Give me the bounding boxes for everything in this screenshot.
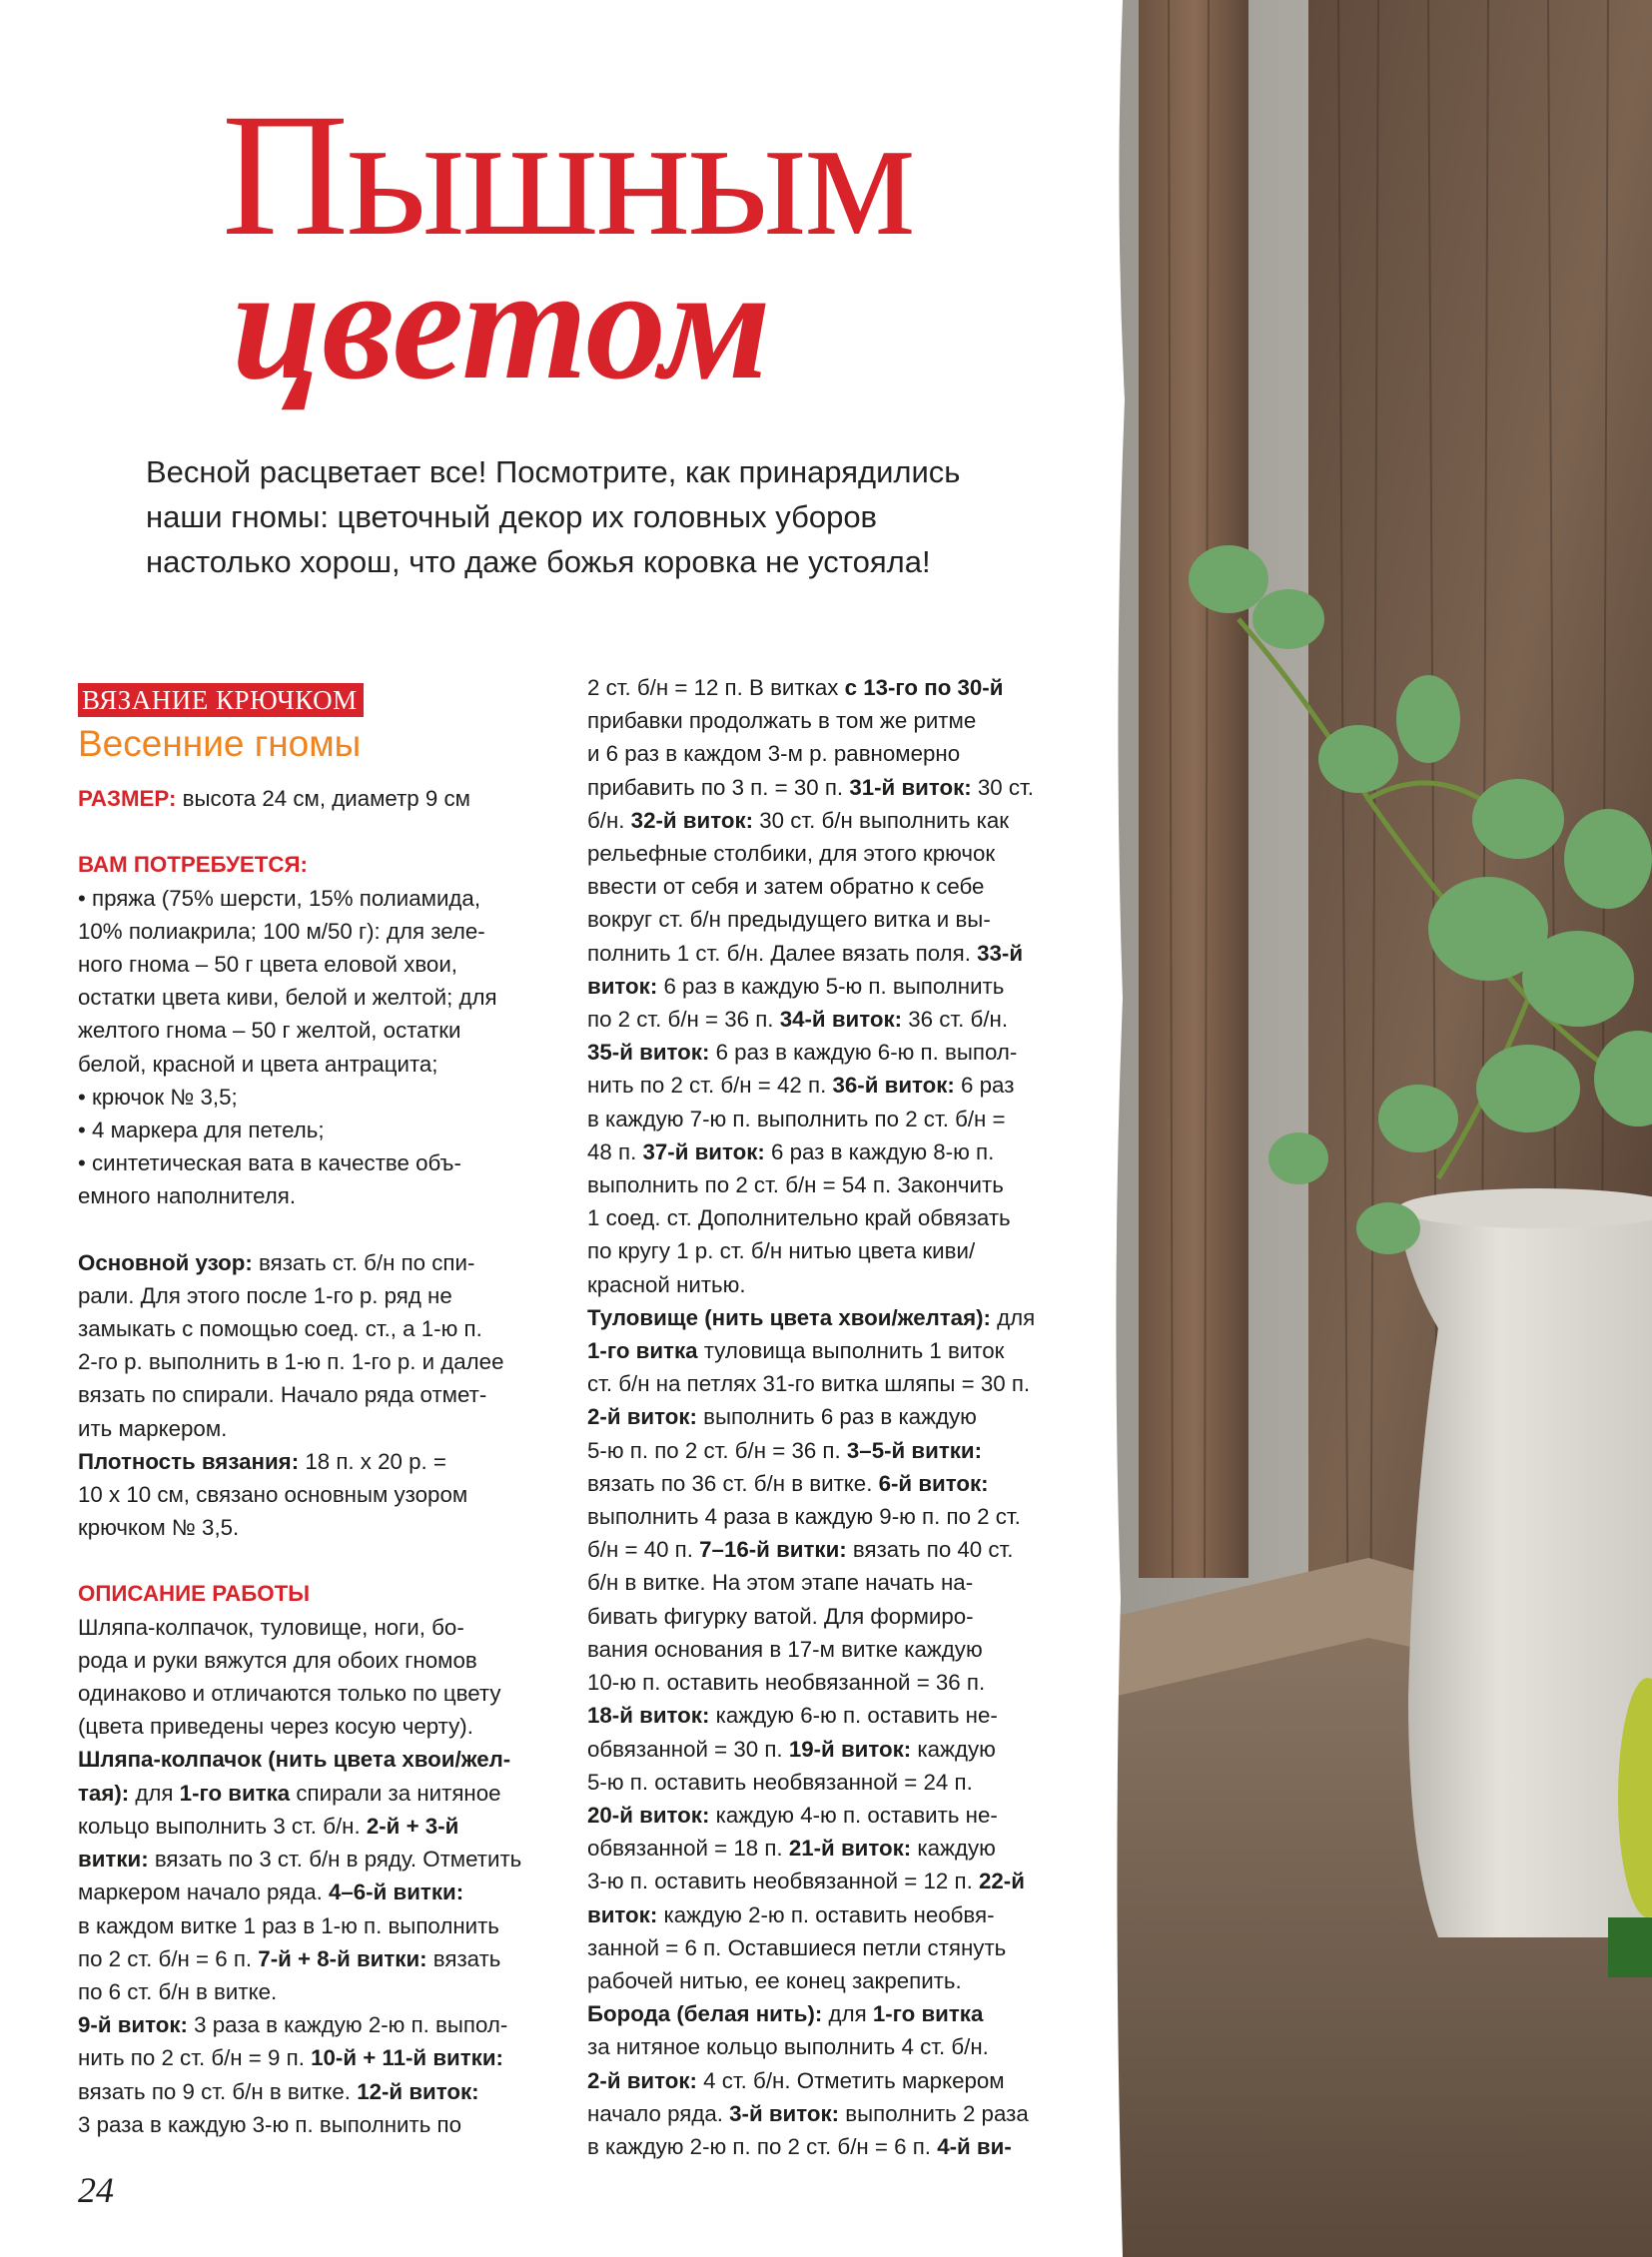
- materials-line: • синтетическая вата в качестве объ-: [78, 1150, 461, 1176]
- text-line: ст. б/н на петлях 31-го витка шляпы = 30 п.: [587, 1371, 1031, 1397]
- materials-line: • пряжа (75% шерсти, 15% полиамида,: [78, 885, 481, 911]
- gauge-line: Плотность вязания: 18 п. х 20 р. =: [78, 1448, 446, 1474]
- pattern-line: ить маркером.: [78, 1415, 228, 1441]
- photo-eucalyptus-pitcher: [1109, 0, 1652, 2257]
- text-line: занной = 6 п. Оставшиеся петли стянуть: [587, 1934, 1007, 1960]
- text-line: 2-й виток: 4 ст. б/н. Отметить маркером: [587, 2067, 1005, 2093]
- text-line: ввести от себя и затем обратно к себе: [587, 874, 985, 900]
- headline-line-1: Пышным: [222, 78, 914, 273]
- text-line: 2 ст. б/н = 12 п. В витках с 13-го по 30-й: [587, 675, 1004, 700]
- materials-line: емного наполнителя.: [78, 1183, 297, 1209]
- text-line: 48 п. 37-й виток: 6 раз в каждую 8-ю п.: [587, 1138, 995, 1164]
- text-line: и 6 раз в каждом 3-м р. равномерно: [587, 741, 961, 767]
- lead-paragraph: [146, 449, 1085, 584]
- text-line: по 2 ст. б/н = 36 п. 34-й виток: 36 ст. б/н.: [587, 1007, 1009, 1033]
- article-column-right: [587, 671, 1067, 2163]
- work-line: в каждом витке 1 раз в 1-ю п. выполнить: [78, 1912, 499, 1938]
- section-tag: ВЯЗАНИЕ КРЮЧКОМ: [78, 683, 364, 717]
- work-line: тая): для 1-го витка спирали за нитяное: [78, 1780, 501, 1806]
- text-line: по кругу 1 р. ст. б/н нитью цвета киви/: [587, 1238, 976, 1264]
- text-line: 1 соед. ст. Дополнительно край обвязать: [587, 1205, 1011, 1231]
- text-line: выполнить по 2 ст. б/н = 54 п. Закончить: [587, 1172, 1004, 1198]
- materials-line: остатки цвета киви, белой и желтой; для: [78, 985, 497, 1011]
- work-line: рода и руки вяжутся для обоих гномов: [78, 1647, 477, 1673]
- materials-label: ВАМ ПОТРЕБУЕТСЯ:: [78, 852, 308, 878]
- text-line: обвязанной = 30 п. 19-й виток: каждую: [587, 1736, 996, 1762]
- text-line: 2-й виток: выполнить 6 раз в каждую: [587, 1404, 977, 1430]
- text-line: бивать фигурку ватой. Для формиро-: [587, 1603, 974, 1629]
- text-line: рельефные столбики, для этого крючок: [587, 841, 996, 867]
- text-line: 3-ю п. оставить необвязанной = 12 п. 22-й: [587, 1869, 1025, 1894]
- text-line: в каждую 2-ю п. по 2 ст. б/н = 6 п. 4-й ви-: [587, 2133, 1012, 2159]
- materials-line: • 4 маркера для петель;: [78, 1118, 325, 1143]
- materials-line: • крючок № 3,5;: [78, 1084, 238, 1110]
- pattern-line: замыкать с помощью соед. ст., а 1-ю п.: [78, 1316, 482, 1342]
- work-line: (цвета приведены через косую черту).: [78, 1714, 473, 1740]
- gauge-label: Плотность вязания:: [78, 1448, 300, 1474]
- text-line: рабочей нитью, ее конец закрепить.: [587, 1967, 962, 1993]
- text-line: 10-ю п. оставить необвязанной = 36 п.: [587, 1670, 986, 1696]
- text-line: за нитяное кольцо выполнить 4 ст. б/н.: [587, 2034, 989, 2060]
- work-line: одинаково и отличаются только по цвету: [78, 1681, 501, 1707]
- pattern-line: рали. Для этого после 1-го р. ряд не: [78, 1282, 452, 1308]
- gauge-line: крючком № 3,5.: [78, 1515, 240, 1541]
- text-line: Туловище (нить цвета хвои/желтая): для: [587, 1304, 1036, 1330]
- work-line: Шляпа-колпачок, туловище, ноги, бо-: [78, 1614, 464, 1640]
- section-title: Весенние гномы: [78, 723, 362, 765]
- materials-line: 10% полиакрила; 100 м/50 г): для зеле-: [78, 918, 485, 944]
- work-line: Шляпа-колпачок (нить цвета хвои/жел-: [78, 1747, 511, 1773]
- text-line: б/н в витке. На этом этапе начать на-: [587, 1570, 974, 1596]
- text-line: вязать по 36 ст. б/н в витке. 6-й виток:: [587, 1470, 989, 1496]
- text-line: красной нитью.: [587, 1271, 746, 1297]
- materials-line: ного гнома – 50 г цвета еловой хвои,: [78, 952, 457, 978]
- page-number: 24: [78, 2170, 114, 2210]
- lead-line: настолько хорош, что даже божья коровка не устояла!: [146, 544, 931, 579]
- text-line: 18-й виток: каждую 6-ю п. оставить не-: [587, 1703, 998, 1729]
- text-line: 1-го витка туловища выполнить 1 виток: [587, 1338, 1005, 1364]
- size-label: РАЗМЕР:: [78, 786, 177, 812]
- text-line: 20-й виток: каждую 4-ю п. оставить не-: [587, 1802, 998, 1828]
- work-line: по 2 ст. б/н = 6 п. 7-й + 8-й витки: вязать: [78, 1945, 501, 1971]
- pattern-line: 2-го р. выполнить в 1-ю п. 1-го р. и далее: [78, 1349, 504, 1375]
- work-label: ОПИСАНИЕ РАБОТЫ: [78, 1581, 311, 1607]
- text-line: в каждую 7-ю п. выполнить по 2 ст. б/н =: [587, 1106, 1006, 1131]
- text-line: нить по 2 ст. б/н = 42 п. 36-й виток: 6 раз: [587, 1073, 1015, 1099]
- text-line: вокруг ст. б/н предыдущего витка и вы-: [587, 907, 991, 933]
- gauge-line: 10 х 10 см, связано основным узором: [78, 1482, 468, 1508]
- text-line: б/н. 32-й виток: 30 ст. б/н выполнить как: [587, 807, 1010, 833]
- lead-line: наши гномы: цветочный декор их головных уборов: [146, 499, 878, 534]
- text-line: б/н = 40 п. 7–16-й витки: вязать по 40 ст.: [587, 1537, 1014, 1563]
- size-line: [78, 782, 547, 815]
- work-line: 3 раза в каждую 3-ю п. выполнить по: [78, 2111, 461, 2137]
- text-line: 35-й виток: 6 раз в каждую 6-ю п. выпол-: [587, 1040, 1018, 1066]
- text-line: 5-ю п. оставить необвязанной = 24 п.: [587, 1769, 973, 1795]
- materials-line: белой, красной и цвета антрацита;: [78, 1051, 438, 1077]
- text-line: прибавки продолжать в том же ритме: [587, 708, 977, 734]
- work-line: витки: вязать по 3 ст. б/н в ряду. Отметить: [78, 1847, 522, 1873]
- text-line: Борода (белая нить): для 1-го витка: [587, 2001, 984, 2027]
- work-line: маркером начало ряда. 4–6-й витки:: [78, 1880, 464, 1905]
- text-line: обвязанной = 18 п. 21-й виток: каждую: [587, 1836, 996, 1862]
- text-line: виток: 6 раз в каждую 5-ю п. выполнить: [587, 973, 1005, 999]
- pattern-label: Основной узор:: [78, 1249, 253, 1275]
- work-line: кольцо выполнить 3 ст. б/н. 2-й + 3-й: [78, 1813, 459, 1839]
- text-line: прибавить по 3 п. = 30 п. 31-й виток: 30 ст.: [587, 774, 1034, 800]
- text-line: 5-ю п. по 2 ст. б/н = 36 п. 3–5-й витки:: [587, 1437, 983, 1463]
- text-line: полнить 1 ст. б/н. Далее вязать поля. 33-й: [587, 940, 1024, 966]
- article-column-left: [78, 683, 547, 2141]
- work-line: вязать по 9 ст. б/н в витке. 12-й виток:: [78, 2078, 479, 2104]
- work-line: по 6 ст. б/н в витке.: [78, 1978, 278, 2004]
- lead-line: Весной расцветает все! Посмотрите, как принарядились: [146, 454, 961, 489]
- headline-line-2: цветом: [232, 235, 771, 413]
- pattern-line: Основной узор: вязать ст. б/н по спи-: [78, 1249, 475, 1275]
- text-line: вания основания в 17-м витке каждую: [587, 1636, 983, 1662]
- work-line: нить по 2 ст. б/н = 9 п. 10-й + 11-й витки:: [78, 2045, 503, 2071]
- text-line: начало ряда. 3-й виток: выполнить 2 раза: [587, 2100, 1029, 2126]
- materials-line: желтого гнома – 50 г желтой, остатки: [78, 1018, 461, 1044]
- work-line: 9-й виток: 3 раза в каждую 2-ю п. выпол-: [78, 2012, 508, 2038]
- text-line: виток: каждую 2-ю п. оставить необвя-: [587, 1901, 995, 1927]
- text-line: выполнить 4 раза в каждую 9-ю п. по 2 ст.: [587, 1504, 1021, 1530]
- size-text: высота 24 см, диаметр 9 см: [176, 786, 470, 812]
- pattern-line: вязать по спирали. Начало ряда отмет-: [78, 1382, 487, 1408]
